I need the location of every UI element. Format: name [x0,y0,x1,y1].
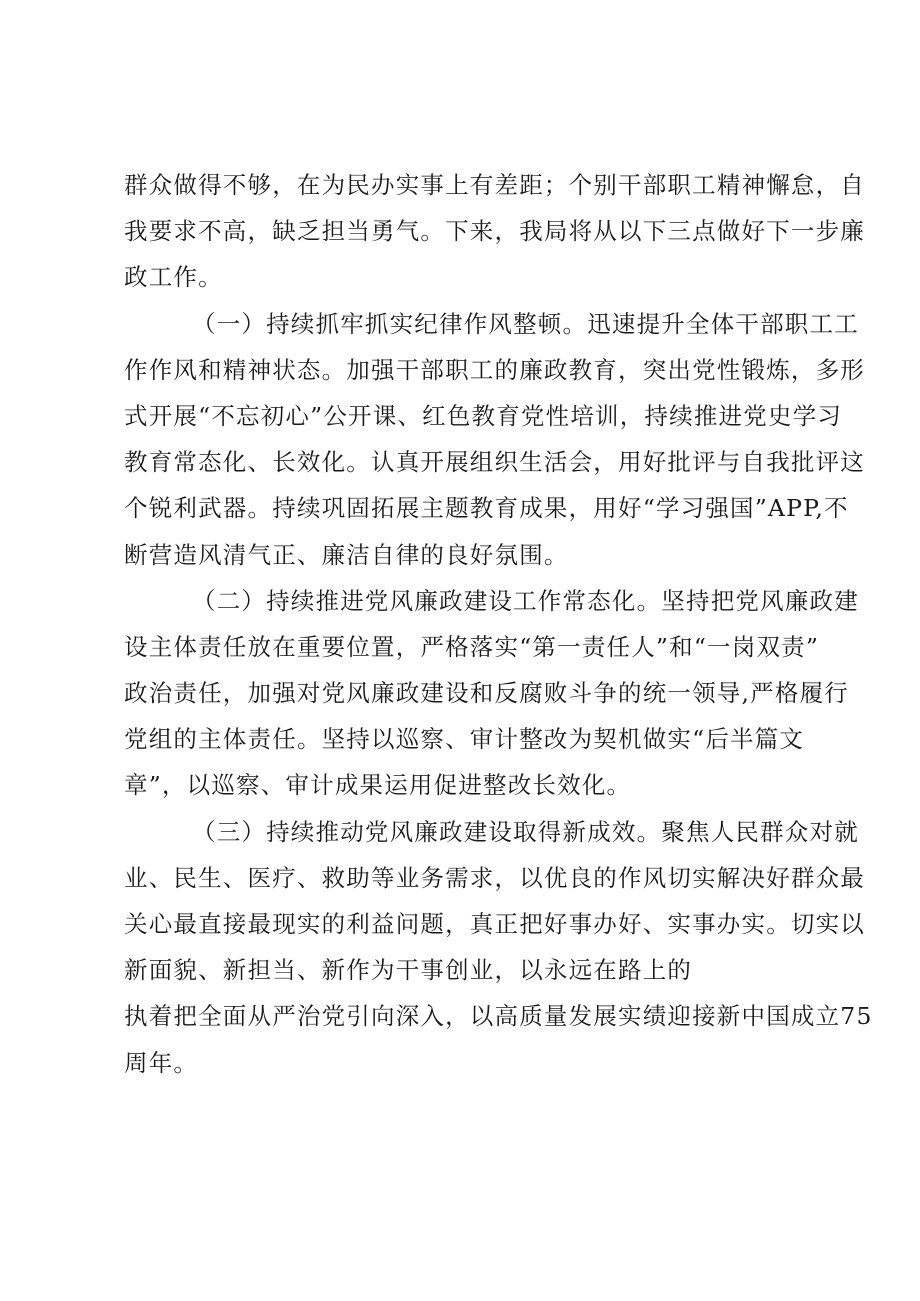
text-line: 关心最直接最现实的利益问题，真正把好事办好、实事办实。切实以 [124,910,865,938]
paragraph-first-line: （二）持续推进党风廉政建设工作常态化。坚持把党风廉政建 [192,586,859,615]
text-line: 政工作。 [124,263,223,292]
text-line: 个锐利武器。持续巩固拓展主题教育成果，用好“学习强国”APP,不 [124,494,849,523]
text-line: 我要求不高，缺乏担当勇气。下来，我局将从以下三点做好下一步廉 [124,217,865,246]
paragraph-first-line: （一）持续抓牢抓实纪律作风整顿。迅速提升全体干部职工工 [192,309,859,338]
text-line: 章”，以巡察、审计成果运用促进整改长效化。 [124,771,632,800]
text-line: 教育常态化、长效化。认真开展组织生活会，用好批评与自我批评这 [124,448,865,477]
document-body [124,162,873,1086]
paragraph-first-line: （三）持续推动党风廉政建设取得新成效。聚焦人民群众对就 [192,817,859,846]
text-line: 党组的主体责任。坚持以巡察、审计整改为契机做实“后半篇文 [124,725,805,754]
text-line: 设主体责任放在重要位置，严格落实“第一责任人”和“一岗双责” [124,632,820,661]
text-line: 作作风和精神状态。加强干部职工的廉政教育，突出党性锻炼，多形 [124,355,865,384]
text-line: 断营造风清气正、廉洁自律的良好氛围。 [124,540,569,569]
text-line: 执着把全面从严治党引向深入，以高质量发展实绩迎接新中国成立75 [124,1002,873,1031]
text-line: 群众做得不够，在为民办实事上有差距；个别干部职工精神懈怠，自 [124,171,865,199]
text-line: 周年。 [124,1048,199,1077]
text-line: 式开展“不忘初心”公开课、红色教育党性培训，持续推进党史学习 [124,401,843,430]
text-line: 业、民生、医疗、救助等业务需求，以优良的作风切实解决好群众最 [124,863,865,892]
text-line: 政治责任，加强对党风廉政建设和反腐败斗争的统一领导,严格履行 [124,679,849,708]
text-line: 新面貌、新担当、新作为干事创业，以永远在路上的 [124,956,693,985]
